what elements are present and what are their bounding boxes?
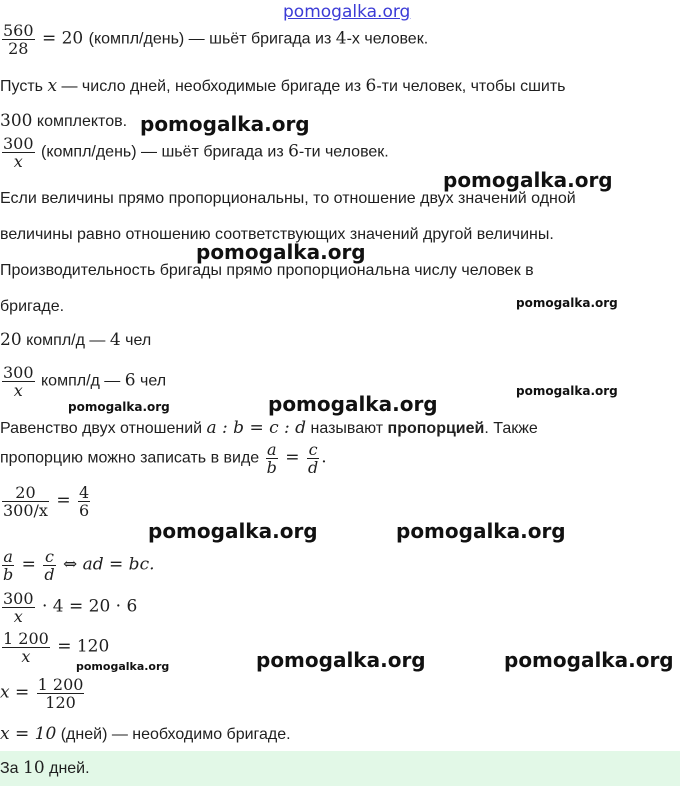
text: называют [306,420,388,437]
term-proportion: пропорцией [387,420,485,437]
text: — число дней, необходимые бригаде из [57,78,366,95]
text-tail: -ти человек. [298,143,389,161]
productivity-line-2: бригаде. [0,298,65,315]
watermark: pomogalka.org [76,660,170,673]
watermark: pomogalka.org [140,112,310,136]
row-equation-1 [0,484,92,519]
row-20-4 [0,330,151,351]
numerator: 300 [3,363,34,382]
number: 6 [288,141,299,162]
denominator: x [13,381,23,400]
text: комплектов. [32,113,128,130]
row-equation-3 [0,630,109,665]
watermark: pomogalka.org [516,296,618,310]
text: пропорцию можно записать в виде [0,449,264,467]
fraction-560-28 [2,22,35,57]
expression: · 4 = 20 · 6 [36,596,138,617]
rate-text: (компл/день) — шьёт бригада из [88,30,336,48]
equals: = [279,447,305,468]
var-x: x [47,76,58,96]
text-tail: -х человек. [346,30,429,48]
row-equation-2 [0,590,137,625]
answer-text [0,758,90,779]
rule-line-1: Если величины прямо пропорциональны, то отношение двух значений одной [0,190,576,207]
denominator: d [44,565,55,584]
text: . Также [484,420,538,437]
numerator: 1 200 [3,629,49,648]
row-rate-6 [0,135,389,170]
row-let-x [0,76,566,97]
denominator: 120 [45,693,76,712]
fraction-1200-120 [37,676,85,711]
number: 6 [365,76,377,96]
text: чел [135,372,167,390]
var-x-equals: x = [0,682,35,703]
watermark: pomogalka.org [443,168,613,192]
fraction-300-x [2,364,35,399]
text: За [0,760,24,777]
watermark: pomogalka.org [396,519,566,543]
fraction-20-300x [2,484,49,519]
row-300-sets [0,111,127,132]
numerator: 1 200 [37,675,84,694]
equals: = [50,490,77,511]
watermark: pomogalka.org [256,648,426,672]
denominator: 300/x [3,501,48,520]
denominator: 6 [79,501,90,520]
text: Равенство двух отношений [0,420,207,437]
expression: a : b = c : d [206,418,307,438]
fraction-c-d [307,441,319,476]
x-equals-10: x = 10 [0,724,57,744]
answer-box [0,751,680,786]
row-300x-6 [0,364,166,399]
row-rate-4 [0,22,428,57]
watermark: pomogalka.org [148,519,318,543]
numerator: a [266,440,277,459]
text: Пусть [0,78,48,95]
fraction-a-b [2,548,14,583]
denominator: d [307,458,319,477]
row-cross-rule [0,548,155,583]
row-result [0,724,291,745]
text: (дней) — необходимо бригаде. [56,726,291,743]
denominator: x [21,647,31,666]
number: 6 [124,370,136,391]
watermark: pomogalka.org [516,384,618,398]
row-solve-x [0,676,86,711]
text: компл/д — [36,372,125,390]
rule-line-2: величины равно отношению соответствующих значений другой величины. [0,226,554,243]
numerator: c [308,440,318,459]
number: 4 [335,28,347,49]
row-proportion-form [0,441,327,476]
denominator: b [3,565,14,584]
watermark: pomogalka.org [504,648,674,672]
fraction-300-x [2,135,35,170]
watermark: pomogalka.org [68,400,170,414]
text: чел [120,332,152,349]
denominator: b [266,458,277,477]
numerator: 4 [79,483,90,502]
period: . [321,447,327,468]
denominator: x [13,152,23,171]
fraction-c-d [43,548,55,583]
number: 300 [0,111,33,131]
numerator: 20 [2,484,49,502]
fraction-1200-x [2,630,50,665]
fraction-300-x [2,590,35,625]
fraction-4-6 [78,484,90,519]
expression: = 120 [51,636,110,657]
denominator: 28 [8,39,29,58]
text: компл/д — [21,332,110,349]
numerator: c [44,547,54,566]
denominator: x [13,607,23,626]
equals: = [16,554,42,575]
text: -ти человек, чтобы сшить [376,78,566,95]
row-proportion-def [0,418,538,439]
number: 10 [23,758,45,778]
numerator: 560 [3,21,34,40]
fraction-a-b [266,441,278,476]
watermark: pomogalka.org [268,392,438,416]
text: (компл/день) — шьёт бригада из [36,143,289,161]
text: дней. [44,760,90,777]
watermark: pomogalka.org [196,240,366,264]
numerator: a [3,547,13,566]
watermark-top[interactable]: pomogalka.org [283,2,411,22]
equals-20: = 20 [36,28,89,49]
numerator: 300 [3,134,34,153]
numerator: 300 [3,589,34,608]
number: 20 [0,330,22,350]
productivity-line-1: Производительность бригады прямо пропорциональна числу человек в [0,262,534,279]
number: 4 [109,330,121,350]
cross-product: ⇔ ad = bc. [57,554,155,575]
